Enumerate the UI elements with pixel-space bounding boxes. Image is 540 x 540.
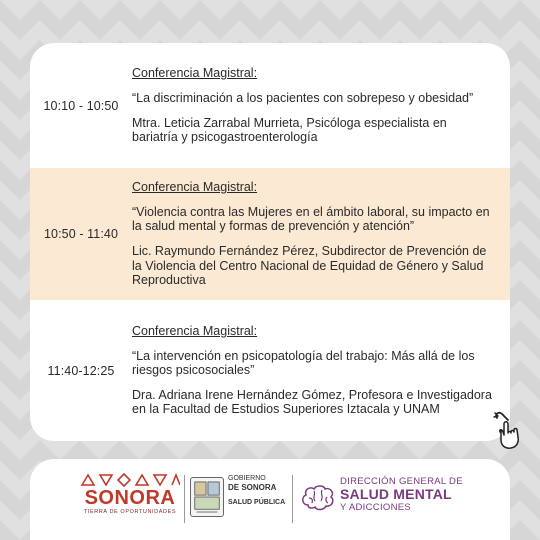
pointing-hand-icon[interactable] [488,410,522,450]
session-details [132,324,510,417]
sonora-wordmark: SONORA [84,487,176,509]
session-label: Conferencia Magistral: [132,180,258,195]
session-speaker: Mtra. Leticia Zarrabal Murrieta, Psicóloga especialista en bariatría y psicogastroenterología [132,115,447,145]
dg-title: SALUD MENTAL [340,486,452,502]
coat-of-arms-icon [190,477,224,517]
session-label: Conferencia Magistral: [132,66,258,81]
session-speaker: Lic. Raymundo Fernández Pérez, Subdirector de Prevención de la Violencia del Centro Nacional de Equidad de Género y Salud Reproductiva [132,244,487,288]
session-title: “La intervención en psicopatología del trabajo: Más allá de los riesgos psicosociales” [132,348,475,378]
schedule-card [30,43,510,441]
schedule-row [30,300,510,441]
sonora-mark-icon [74,473,186,487]
dg-line: Y ADICCIONES [340,502,411,513]
gobierno-sonora-logo [228,475,285,508]
sonora-tagline: TIERRA DE OPORTUNIDADES [83,509,177,515]
session-time: 11:40-12:25 [47,363,115,378]
sonora-logo [74,473,186,529]
gobierno-line: DE SONORA [228,482,277,492]
dg-line: DIRECCIÓN GENERAL DE [340,476,463,487]
footer-logos [30,459,510,540]
session-title: “La discriminación a los pacientes con sobrepeso y obesidad” [132,90,474,105]
session-time: 10:10 - 10:50 [43,98,119,113]
schedule-row-highlighted [30,168,510,300]
brain-icon [300,483,336,513]
session-details [132,180,510,288]
footer-divider [184,475,185,523]
schedule-row [30,43,510,168]
footer-divider [292,475,293,523]
salud-publica-label: SALUD PÚBLICA [228,499,286,506]
gobierno-line: GOBIERNO [228,475,266,482]
session-time: 10:50 - 11:40 [43,227,119,241]
session-speaker: Dra. Adriana Irene Hernández Gómez, Profesora e Investigadora en la Facultad de Estudios Superiores Iztacala y UNAM [132,387,492,417]
salud-mental-logo [340,476,463,513]
session-label: Conferencia Magistral: [132,324,258,339]
session-details [132,66,510,144]
session-title: “Violencia contra las Mujeres en el ámbito laboral, su impacto en la salud mental y formas de prevención y atención” [132,204,490,234]
